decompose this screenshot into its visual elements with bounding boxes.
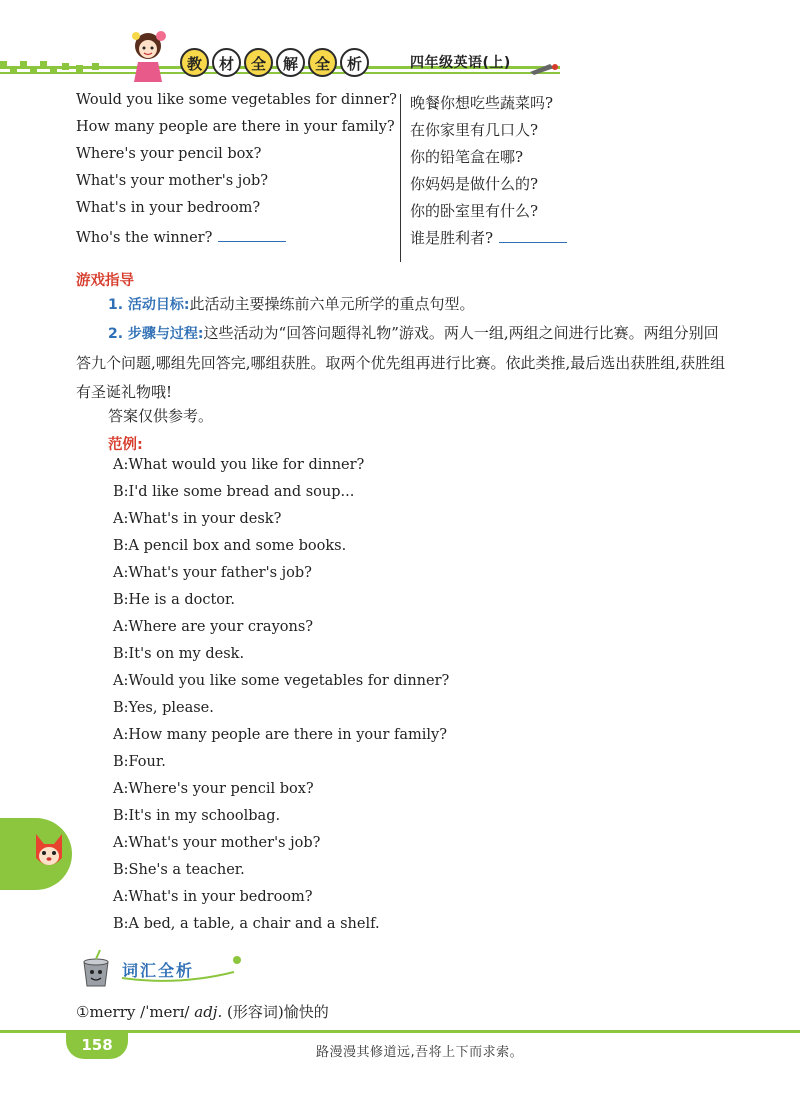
question-english: Where's your pencil box? bbox=[76, 146, 262, 162]
table-row bbox=[76, 92, 596, 119]
dialog-line: B:A bed, a table, a chair and a shelf. bbox=[113, 916, 380, 932]
dialog-line: A:What's your father's job? bbox=[113, 565, 312, 581]
dialog-line: B:Four. bbox=[113, 754, 166, 770]
activity-goal-text: 此活动主要操练前六单元所学的重点句型。 bbox=[189, 295, 475, 313]
dialog-line: B:It's in my schoolbag. bbox=[113, 808, 281, 824]
question-english: What's in your bedroom? bbox=[76, 200, 261, 216]
question-chinese: 晚餐你想吃些蔬菜吗? bbox=[410, 94, 554, 112]
title-char: 教 bbox=[180, 48, 209, 77]
dialog-line: A:What would you like for dinner? bbox=[113, 457, 365, 473]
example-label: 范例: bbox=[108, 437, 143, 453]
cartoon-bucket-icon bbox=[76, 948, 116, 988]
dialog-line: A:What's in your bedroom? bbox=[113, 889, 313, 905]
question-english: Would you like some vegetables for dinner? bbox=[76, 92, 397, 108]
title-char: 解 bbox=[276, 48, 305, 77]
cartoon-girl-icon bbox=[128, 28, 172, 86]
grade-label: 四年级英语(上) bbox=[410, 55, 511, 71]
dialog-line: A:Would you like some vegetables for dinner? bbox=[113, 673, 450, 689]
dialog-line: A:What's in your desk? bbox=[113, 511, 282, 527]
cartoon-fox-icon bbox=[32, 830, 66, 874]
question-english: How many people are there in your family? bbox=[76, 119, 395, 135]
vocab-phonetic: /ˈmerɪ/ bbox=[140, 1003, 190, 1021]
title-char: 全 bbox=[308, 48, 337, 77]
dialog-line: B:She's a teacher. bbox=[113, 862, 245, 878]
book-title bbox=[180, 48, 369, 77]
question-chinese: 你的铅笔盒在哪? bbox=[410, 148, 524, 166]
question-chinese: 你妈妈是做什么的? bbox=[410, 175, 539, 193]
page-header bbox=[0, 28, 800, 90]
game-guide-heading: 游戏指导 bbox=[76, 273, 134, 289]
title-char: 析 bbox=[340, 48, 369, 77]
question-english: What's your mother's job? bbox=[76, 173, 269, 189]
table-row bbox=[76, 119, 596, 146]
vocab-meaning: (形容词)愉快的 bbox=[227, 1003, 329, 1021]
question-chinese: 你的卧室里有什么? bbox=[410, 202, 539, 220]
dialog-line: B:It's on my desk. bbox=[113, 646, 245, 662]
pencil-icon bbox=[528, 60, 560, 76]
vocab-word: ①merry bbox=[76, 1003, 136, 1021]
vocab-section-title: 词汇全析 bbox=[122, 961, 195, 980]
dialog-line: B:I'd like some bread and soup... bbox=[113, 484, 355, 500]
footer-motto: 路漫漫其修道远,吾将上下而求索。 bbox=[316, 1045, 524, 1060]
question-english: Who's the winner? bbox=[76, 227, 286, 246]
answer-blank[interactable] bbox=[218, 227, 286, 242]
vocab-pos: adj. bbox=[194, 1003, 223, 1021]
vocab-entry bbox=[76, 1001, 329, 1022]
dialog-line: A:How many people are there in your family? bbox=[113, 727, 448, 743]
table-row bbox=[76, 200, 596, 227]
page-number: 158 bbox=[81, 1036, 113, 1054]
question-chinese: 谁是胜利者? bbox=[410, 227, 567, 248]
dialog-line: B:Yes, please. bbox=[113, 700, 214, 716]
title-char: 全 bbox=[244, 48, 273, 77]
dialog-line: A:What's your mother's job? bbox=[113, 835, 321, 851]
title-char: 材 bbox=[212, 48, 241, 77]
table-row bbox=[76, 146, 596, 173]
dialog-line: A:Where's your pencil box? bbox=[113, 781, 314, 797]
dialog-line: B:He is a doctor. bbox=[113, 592, 235, 608]
activity-steps-text: 这些活动为“回答问题得礼物”游戏。两人一组,两组之间进行比赛。两组分别回答九个问题,哪组先回答完,哪组获胜。取两个优先组再进行比赛。依此类推,最后选出获胜组,获胜组有圣诞礼物哦! bbox=[76, 324, 726, 401]
dialog-line: B:A pencil box and some books. bbox=[113, 538, 347, 554]
activity-steps-label: 2. 步骤与过程: bbox=[108, 326, 204, 342]
activity-steps bbox=[76, 319, 726, 407]
answer-note: 答案仅供参考。 bbox=[108, 407, 214, 425]
table-row bbox=[76, 173, 596, 200]
header-dots-decoration bbox=[0, 61, 110, 77]
dialog-line: A:Where are your crayons? bbox=[113, 619, 314, 635]
question-chinese: 在你家里有几口人? bbox=[410, 121, 539, 139]
activity-goal bbox=[76, 290, 726, 320]
activity-goal-label: 1. 活动目标: bbox=[108, 297, 190, 313]
answer-blank[interactable] bbox=[499, 228, 567, 243]
table-row bbox=[76, 227, 596, 254]
